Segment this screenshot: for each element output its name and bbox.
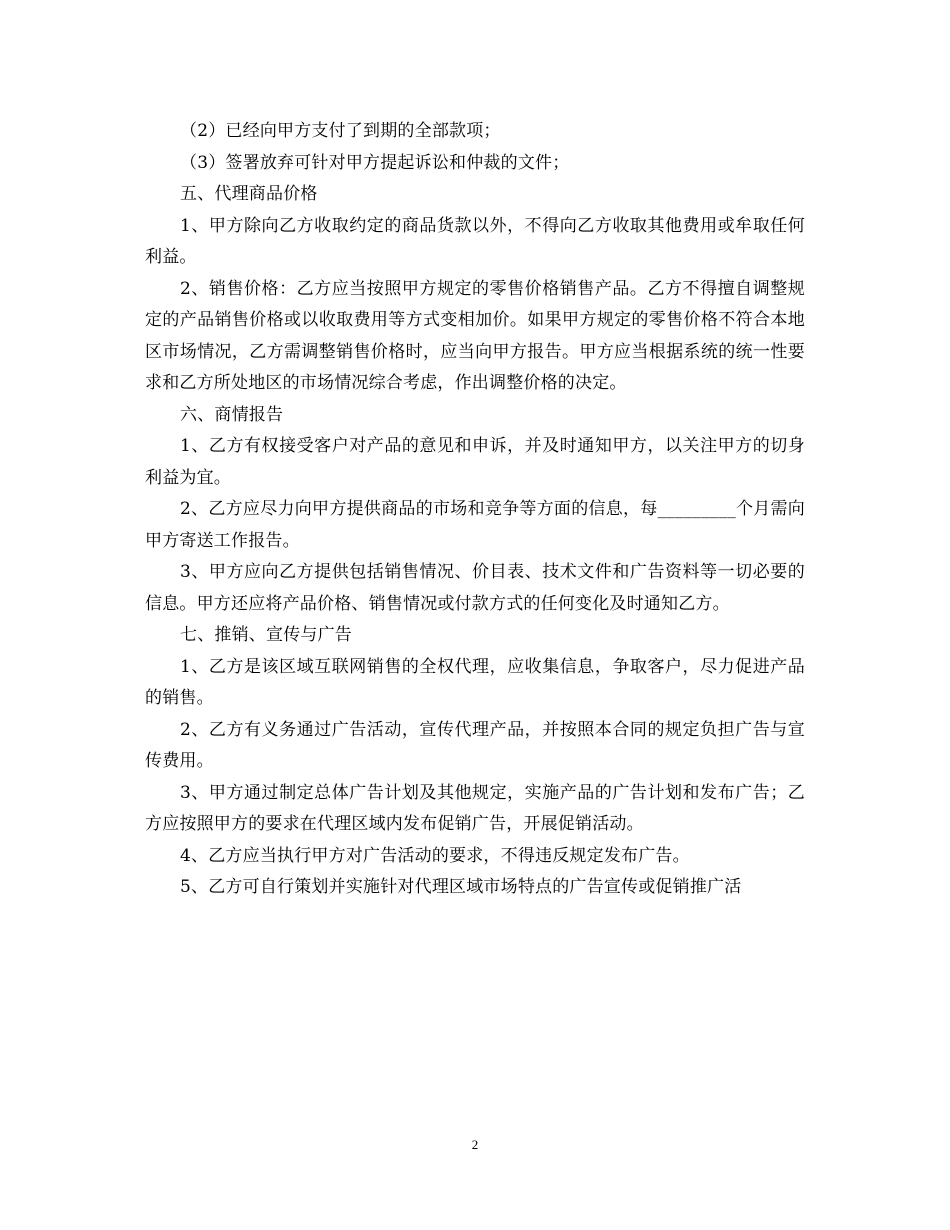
paragraph-clause-7-5: 5、乙方可自行策划并实施针对代理区域市场特点的广告宣传或促销推广活: [180, 877, 742, 897]
paragraph-clause-4-2: （2）已经向甲方支付了到期的全部款项；: [180, 121, 501, 141]
paragraph-clause-7-1: 1、乙方是该区域互联网销售的全权代理，应收集信息，争取客户，尽力促进产品的销售。: [145, 656, 805, 708]
paragraph-clause-7-2: 2、乙方有义务通过广告活动，宣传代理产品，并按照本合同的规定负担广告与宣传费用。: [145, 719, 805, 771]
section-heading-6: 六、商情报告: [180, 404, 284, 425]
paragraph-clause-7-3: 3、甲方通过制定总体广告计划及其他规定，实施产品的广告计划和发布广告；乙方应按照甲方的要求在代理区域内发布促销广告，开展促销活动。: [145, 782, 805, 834]
paragraph-clause-4-3: （3）签署放弃可针对甲方提起诉讼和仲裁的文件；: [180, 152, 570, 173]
paragraph-clause-7-4: 4、乙方应当执行甲方对广告活动的要求，不得违反规定发布广告。: [180, 845, 690, 866]
section-heading-7: 七、推销、宣传与广告: [180, 625, 352, 645]
document-body: [145, 116, 805, 904]
paragraph-clause-6-3: 3、甲方应向乙方提供包括销售情况、价目表、技术文件和广告资料等一切必要的信息。甲方还应将产品价格、销售情况或付款方式的任何变化及时通知乙方。: [145, 562, 805, 614]
section-heading-5: 五、代理商品价格: [180, 184, 318, 204]
paragraph-clause-5-1: 1、甲方除向乙方收取约定的商品货款以外，不得向乙方收取其他费用或牟取任何利益。: [145, 215, 805, 267]
paragraph-clause-6-1: 1、乙方有权接受客户对产品的意见和申诉，并及时通知甲方，以关注甲方的切身利益为宜。: [145, 436, 805, 488]
page-number: 2: [471, 1137, 479, 1152]
paragraph-clause-6-2: 2、乙方应尽力向甲方提供商品的市场和竞争等方面的信息，每_________个月需向甲方寄送工作报告。: [145, 499, 805, 551]
paragraph-clause-5-2: 2、销售价格：乙方应当按照甲方规定的零售价格销售产品。乙方不得擅自调整规定的产品销售价格或以收取费用等方式变相加价。如果甲方规定的零售价格不符合本地区市场情况，乙方需调整销售价格时，应当向甲方报告。甲方应当根据系统的统一性要求和乙方所处地区的市场情况综合考虑，作出调整价格的决定。: [145, 278, 805, 393]
